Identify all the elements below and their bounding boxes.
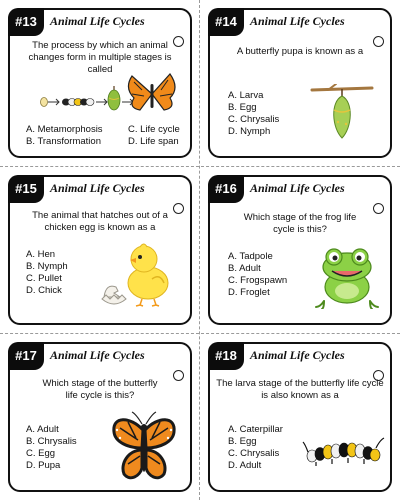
card-title: Animal Life Cycles	[50, 348, 145, 362]
answer-list-right	[128, 124, 180, 148]
answer-option: D. Life span	[128, 136, 179, 147]
cut-line-vertical	[199, 0, 200, 500]
answer-option: C. Pullet	[26, 273, 62, 284]
butterfly-life-cycle-illustration	[28, 72, 178, 118]
punch-hole-icon	[373, 203, 384, 214]
caterpillar-illustration	[302, 432, 386, 468]
answer-option: C. Frogspawn	[228, 275, 288, 286]
answer-option: A. Adult	[26, 424, 59, 435]
card-title: Animal Life Cycles	[250, 14, 345, 28]
answer-option: A. Metamorphosis	[26, 124, 103, 135]
answer-option: C. Chrysalis	[228, 114, 280, 125]
card-number: #18	[208, 342, 244, 370]
answer-list	[26, 424, 77, 472]
answer-option: A. Caterpillar	[228, 424, 283, 435]
task-card-17	[8, 342, 192, 492]
answer-option: D. Nymph	[228, 126, 271, 137]
question-text: The process by which an animal changes form in multiple stages is called	[28, 40, 172, 75]
answer-option: C. Chrysalis	[228, 448, 280, 459]
monarch-butterfly-illustration	[108, 410, 180, 490]
question-text: Which stage of the butterfly life cycle is this?	[42, 378, 158, 401]
task-card-16	[208, 175, 392, 325]
question-text: A butterfly pupa is known as a	[236, 46, 364, 57]
card-title: Animal Life Cycles	[50, 14, 145, 28]
answer-option: D. Pupa	[26, 460, 61, 471]
card-title: Animal Life Cycles	[50, 181, 145, 195]
answer-option: A. Hen	[26, 249, 56, 260]
answer-list-left	[26, 124, 103, 148]
card-number: #17	[8, 342, 44, 370]
card-number: #13	[8, 8, 44, 36]
chrysalis-illustration	[308, 84, 378, 144]
answer-option: B. Chrysalis	[26, 436, 77, 447]
answer-option: B. Nymph	[26, 261, 68, 272]
answer-option: D. Chick	[26, 285, 62, 296]
answer-list	[228, 90, 279, 138]
chick-illustration	[100, 239, 180, 307]
punch-hole-icon	[173, 370, 184, 381]
answer-option: B. Egg	[228, 436, 257, 447]
answer-option: B. Transformation	[26, 136, 101, 147]
answer-option: C. Egg	[26, 448, 56, 459]
card-number: #16	[208, 175, 244, 203]
card-title: Animal Life Cycles	[250, 348, 345, 362]
answer-option: A. Larva	[228, 90, 264, 101]
answer-option: C. Life cycle	[128, 124, 180, 135]
cut-line-horizontal-2	[0, 333, 400, 334]
answer-option: B. Egg	[228, 102, 257, 113]
answer-option: A. Tadpole	[228, 251, 273, 262]
answer-option: D. Adult	[228, 460, 262, 471]
answer-option: B. Adult	[228, 263, 261, 274]
answer-option: D. Froglet	[228, 287, 270, 298]
question-text: The larva stage of the butterfly life cycle is also known as a	[216, 378, 384, 401]
frog-illustration	[314, 245, 380, 309]
answer-list	[228, 251, 287, 299]
card-number: #14	[208, 8, 244, 36]
question-text: The animal that hatches out of a chicken egg is known as a	[32, 210, 168, 233]
card-number: #15	[8, 175, 44, 203]
card-title: Animal Life Cycles	[250, 181, 345, 195]
task-card-13	[8, 8, 192, 158]
task-card-18	[208, 342, 392, 492]
question-text: Which stage of the frog life cycle is this?	[243, 212, 357, 235]
cut-line-horizontal-1	[0, 166, 400, 167]
task-card-15	[8, 175, 192, 325]
task-card-14	[208, 8, 392, 158]
answer-list	[228, 424, 283, 472]
answer-list	[26, 249, 68, 297]
